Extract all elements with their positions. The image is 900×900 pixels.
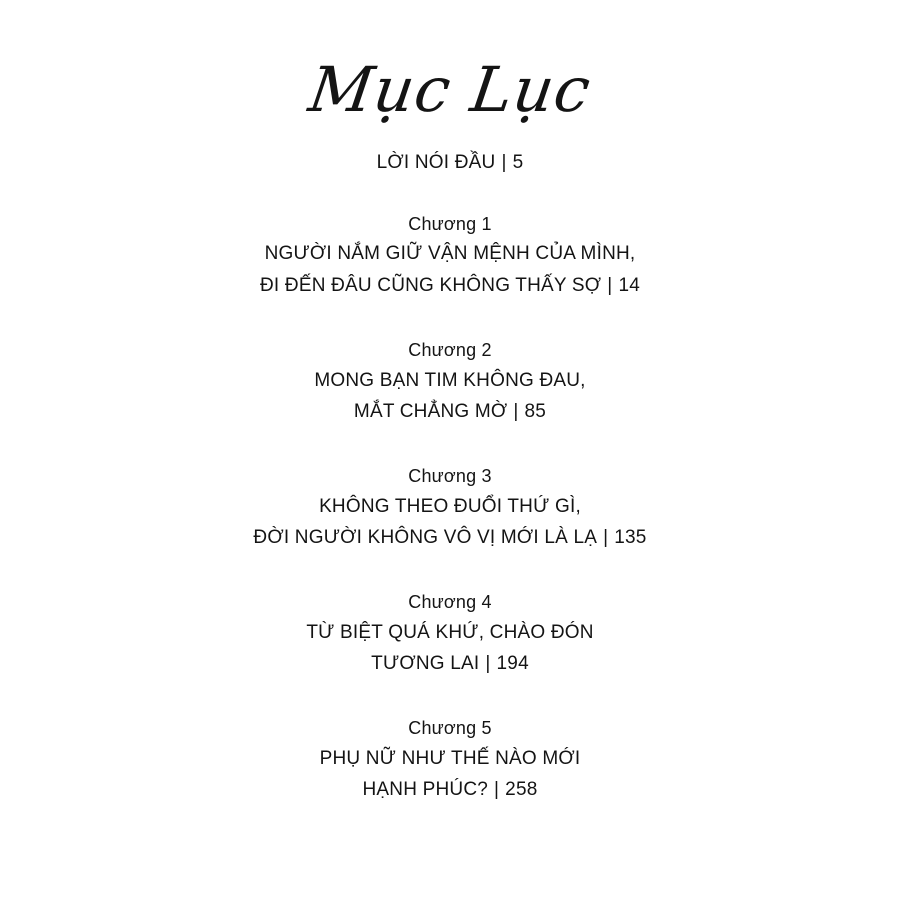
chapter-3-page-number: 135 xyxy=(614,527,647,548)
chapter-5-title-text: HẠNH PHÚC? xyxy=(362,779,489,800)
chapter-1-title-text: ĐI ĐẾN ĐÂU CŨNG KHÔNG THẤY SỢ xyxy=(260,275,602,296)
chapter-4-title-line-2 xyxy=(0,651,900,677)
chapter-5-title-line-2 xyxy=(0,777,900,803)
chapter-1-label: Chương 1 xyxy=(408,214,492,234)
chapter-2-title-line-1: MONG BẠN TIM KHÔNG ĐAU, xyxy=(314,370,586,391)
chapter-1-title-line-2 xyxy=(0,273,900,299)
chapter-3-title-line-2 xyxy=(0,525,900,551)
chapter-2-label: Chương 2 xyxy=(408,340,492,360)
chapter-1-title-line-1: NGƯỜI NẮM GIỮ VẬN MỆNH CỦA MÌNH, xyxy=(264,243,636,264)
page-separator: | xyxy=(603,527,609,548)
chapter-3-label: Chương 3 xyxy=(408,466,492,486)
chapter-1-page-number: 14 xyxy=(618,275,640,296)
chapter-5-page-number: 258 xyxy=(505,779,538,800)
page-separator: | xyxy=(607,275,613,296)
chapter-2-page-number: 85 xyxy=(524,401,547,422)
preface-label: LỜI NÓI ĐẦU xyxy=(376,152,496,173)
page-separator: | xyxy=(494,779,500,800)
chapter-4-title-text: TƯƠNG LAI xyxy=(371,653,480,674)
page-separator: | xyxy=(485,653,491,674)
chapter-4-label: Chương 4 xyxy=(408,592,492,612)
chapter-2-title-line-2 xyxy=(0,399,900,425)
chapter-4-page-number: 194 xyxy=(496,653,529,674)
chapter-3-title-line-1: KHÔNG THEO ĐUỔI THỨ GÌ, xyxy=(319,496,581,517)
chapter-4-title-line-1: TỪ BIỆT QUÁ KHỨ, CHÀO ĐÓN xyxy=(306,622,594,643)
page-title: Mục Lục xyxy=(304,53,596,126)
chapter-5-title-line-1: PHỤ NỮ NHƯ THẾ NÀO MỚI xyxy=(319,748,581,769)
page-separator: | xyxy=(513,401,519,422)
chapter-3-title-text: ĐỜI NGƯỜI KHÔNG VÔ VỊ MỚI LÀ LẠ xyxy=(253,527,598,548)
chapter-2-title-text: MẮT CHẲNG MỜ xyxy=(353,401,508,422)
preface-page-number: 5 xyxy=(512,152,524,173)
chapter-5-label: Chương 5 xyxy=(408,718,492,738)
page-separator: | xyxy=(501,152,507,173)
toc-entry-preface xyxy=(0,150,900,176)
